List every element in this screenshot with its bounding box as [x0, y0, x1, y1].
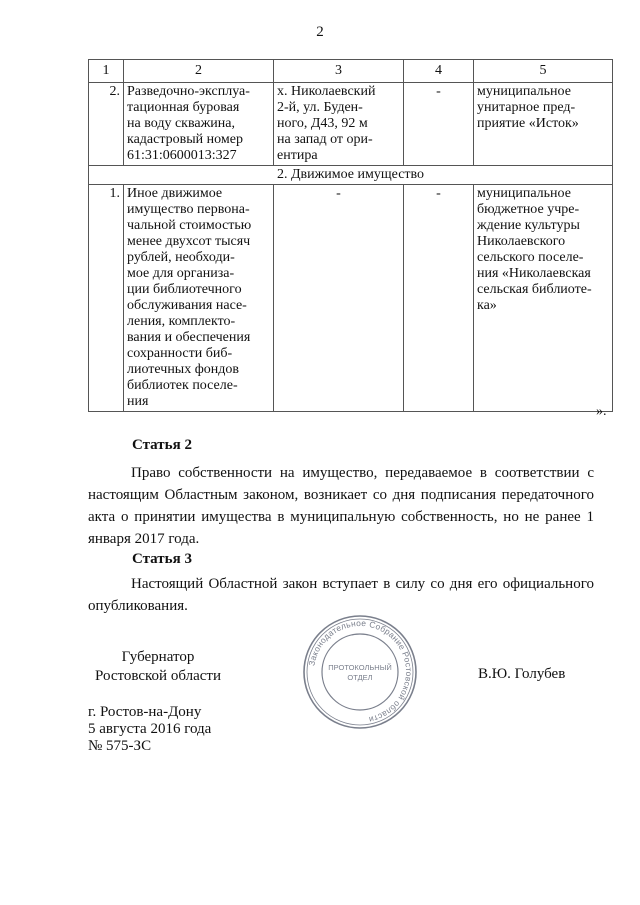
header-col-3: 3: [274, 60, 404, 83]
property-col4: -: [404, 185, 474, 412]
signatory-title: [88, 648, 228, 686]
property-holder: муниципальное бюджетное учре- ждение культуры Николаевского сельского поселе- ния «Николаевская сельская библиоте- ка»: [474, 185, 613, 412]
article-3-text: Настоящий Областной закон вступает в силу со дня его официального опубликования.: [88, 576, 594, 614]
table-header-row: [89, 60, 613, 83]
property-name: Иное движимое имущество первона- чальной стоимостью менее двухсот тысяч рублей, необходи- мое для организа- ции библиотечного обслуживания насе- ления, комплекто- вания и обеспечения сохранности биб- лиотечных фондов библиотек поселе- ния: [124, 185, 274, 412]
page-number: 2: [316, 24, 324, 40]
city: г. Ростов-на-Дону: [88, 704, 202, 720]
article-2-text: Право собственности на имущество, передаваемое в соответствии с настоящим Областным законом, возникает со дня подписания передаточного акта о принятии имущества в муниципальную собственность, но не ранее 1 января 2017 года.: [88, 465, 594, 547]
law-number: № 575-ЗС: [88, 738, 152, 754]
place-date-block: [88, 704, 211, 755]
header-col-1: 1: [89, 60, 124, 83]
table-row: [89, 83, 613, 166]
article-3-heading: Статья 3: [132, 551, 192, 567]
header-col-2: 2: [124, 60, 274, 83]
article-2-heading: Статья 2: [132, 437, 192, 453]
stamp-inner-line1: ПРОТОКОЛЬНЫЙ: [328, 663, 392, 672]
property-address: х. Николаевский 2-й, ул. Буден- ного, Д43, 92 м на запад от ори- ентира: [274, 83, 404, 166]
header-col-4: 4: [404, 60, 474, 83]
property-name: Разведочно-эксплуа- тационная буровая на воду скважина, кадастровый номер 61:31:0600013:327: [124, 83, 274, 166]
property-col4: -: [404, 83, 474, 166]
property-address: -: [274, 185, 404, 412]
table-row: [89, 185, 613, 412]
section-title: 2. Движимое имущество: [89, 166, 613, 185]
signatory-title-line2: Ростовской области: [95, 668, 221, 684]
stamp-outer-text: Законодательное Собрание Ростовской области: [306, 617, 415, 726]
section-row: [89, 166, 613, 185]
property-holder: муниципальное унитарное пред- приятие «Исток»: [474, 83, 613, 166]
official-stamp: [300, 612, 420, 732]
property-table: [88, 59, 613, 412]
row-number: 2.: [89, 83, 124, 166]
signatory-title-line1: Губернатор: [121, 649, 195, 665]
closing-quote: ».: [596, 404, 607, 419]
signatory-name: В.Ю. Голубев: [478, 666, 566, 682]
stamp-inner-line2: ОТДЕЛ: [347, 673, 373, 682]
header-col-5: 5: [474, 60, 613, 83]
row-number: 1.: [89, 185, 124, 412]
date: 5 августа 2016 года: [88, 721, 212, 737]
